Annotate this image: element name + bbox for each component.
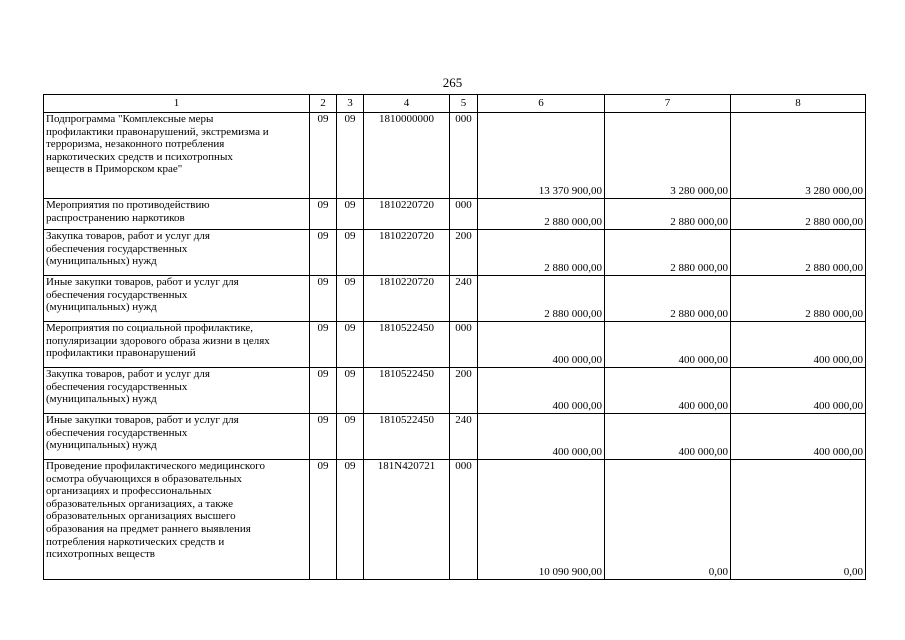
header-col-8: 8	[731, 95, 866, 113]
row-amount-1: 400 000,00	[478, 414, 605, 460]
row-expense-type: 000	[450, 199, 478, 230]
row-amount-3: 3 280 000,00	[731, 113, 866, 199]
row-target-article: 1810220720	[364, 199, 450, 230]
row-target-article: 181N420721	[364, 460, 450, 580]
row-amount-3: 0,00	[731, 460, 866, 580]
row-expense-type: 000	[450, 460, 478, 580]
header-col-5: 5	[450, 95, 478, 113]
row-name: Закупка товаров, работ и услуг для обеспечения государственных (муниципальных) нужд	[44, 230, 310, 276]
row-expense-type: 000	[450, 322, 478, 368]
row-target-article: 1810220720	[364, 230, 450, 276]
row-name: Подпрограмма "Комплексные меры профилактики правонарушений, экстремизма и терроризма, незаконного потребления наркотических средств и психотропных веществ в Приморском крае"	[44, 113, 310, 199]
row-amount-1: 2 880 000,00	[478, 199, 605, 230]
row-amount-1: 10 090 900,00	[478, 460, 605, 580]
row-section: 09	[310, 276, 337, 322]
row-amount-2: 2 880 000,00	[605, 276, 731, 322]
row-section: 09	[310, 322, 337, 368]
row-subsection: 09	[337, 460, 364, 580]
row-subsection: 09	[337, 230, 364, 276]
row-target-article: 1810522450	[364, 322, 450, 368]
row-section: 09	[310, 414, 337, 460]
header-col-1: 1	[44, 95, 310, 113]
row-amount-3: 2 880 000,00	[731, 276, 866, 322]
row-target-article: 1810522450	[364, 414, 450, 460]
row-amount-1: 400 000,00	[478, 368, 605, 414]
row-name: Иные закупки товаров, работ и услуг для обеспечения государственных (муниципальных) нужд	[44, 276, 310, 322]
table-row	[44, 230, 866, 276]
row-section: 09	[310, 368, 337, 414]
row-expense-type: 200	[450, 230, 478, 276]
budget-table	[43, 94, 866, 580]
row-subsection: 09	[337, 322, 364, 368]
row-section: 09	[310, 199, 337, 230]
header-col-2: 2	[310, 95, 337, 113]
row-expense-type: 240	[450, 414, 478, 460]
table-row	[44, 322, 866, 368]
table-row	[44, 460, 866, 580]
row-subsection: 09	[337, 414, 364, 460]
header-col-4: 4	[364, 95, 450, 113]
table-row	[44, 113, 866, 199]
row-amount-2: 0,00	[605, 460, 731, 580]
row-amount-3: 2 880 000,00	[731, 230, 866, 276]
header-col-6: 6	[478, 95, 605, 113]
row-amount-2: 400 000,00	[605, 368, 731, 414]
row-section: 09	[310, 460, 337, 580]
row-amount-2: 2 880 000,00	[605, 230, 731, 276]
row-name: Мероприятия по противодействию распространению наркотиков	[44, 199, 310, 230]
row-amount-3: 400 000,00	[731, 368, 866, 414]
row-expense-type: 200	[450, 368, 478, 414]
row-subsection: 09	[337, 199, 364, 230]
table-row	[44, 276, 866, 322]
row-name: Иные закупки товаров, работ и услуг для обеспечения государственных (муниципальных) нужд	[44, 414, 310, 460]
row-subsection: 09	[337, 113, 364, 199]
row-name: Закупка товаров, работ и услуг для обеспечения государственных (муниципальных) нужд	[44, 368, 310, 414]
table-row	[44, 368, 866, 414]
row-subsection: 09	[337, 276, 364, 322]
header-col-7: 7	[605, 95, 731, 113]
row-amount-3: 2 880 000,00	[731, 199, 866, 230]
row-amount-1: 400 000,00	[478, 322, 605, 368]
row-target-article: 1810220720	[364, 276, 450, 322]
row-amount-1: 13 370 900,00	[478, 113, 605, 199]
row-amount-2: 2 880 000,00	[605, 199, 731, 230]
header-col-3: 3	[337, 95, 364, 113]
row-expense-type: 240	[450, 276, 478, 322]
table-row	[44, 414, 866, 460]
row-section: 09	[310, 113, 337, 199]
row-amount-2: 3 280 000,00	[605, 113, 731, 199]
row-target-article: 1810000000	[364, 113, 450, 199]
row-section: 09	[310, 230, 337, 276]
row-subsection: 09	[337, 368, 364, 414]
row-amount-3: 400 000,00	[731, 322, 866, 368]
table-row	[44, 199, 866, 230]
table-header-row	[44, 95, 866, 113]
row-amount-2: 400 000,00	[605, 322, 731, 368]
row-amount-1: 2 880 000,00	[478, 276, 605, 322]
row-amount-2: 400 000,00	[605, 414, 731, 460]
row-name: Мероприятия по социальной профилактике, популяризации здорового образа жизни в целях профилактики правонарушений	[44, 322, 310, 368]
row-amount-1: 2 880 000,00	[478, 230, 605, 276]
row-target-article: 1810522450	[364, 368, 450, 414]
row-name: Проведение профилактического медицинского осмотра обучающихся в образовательных организациях и профессиональных образовательных организациях, а также образовательных организациях высшего образования на предмет раннего выявления потребления наркотических средств и психотропных веществ	[44, 460, 310, 580]
row-expense-type: 000	[450, 113, 478, 199]
row-amount-3: 400 000,00	[731, 414, 866, 460]
page-number: 265	[442, 75, 463, 90]
